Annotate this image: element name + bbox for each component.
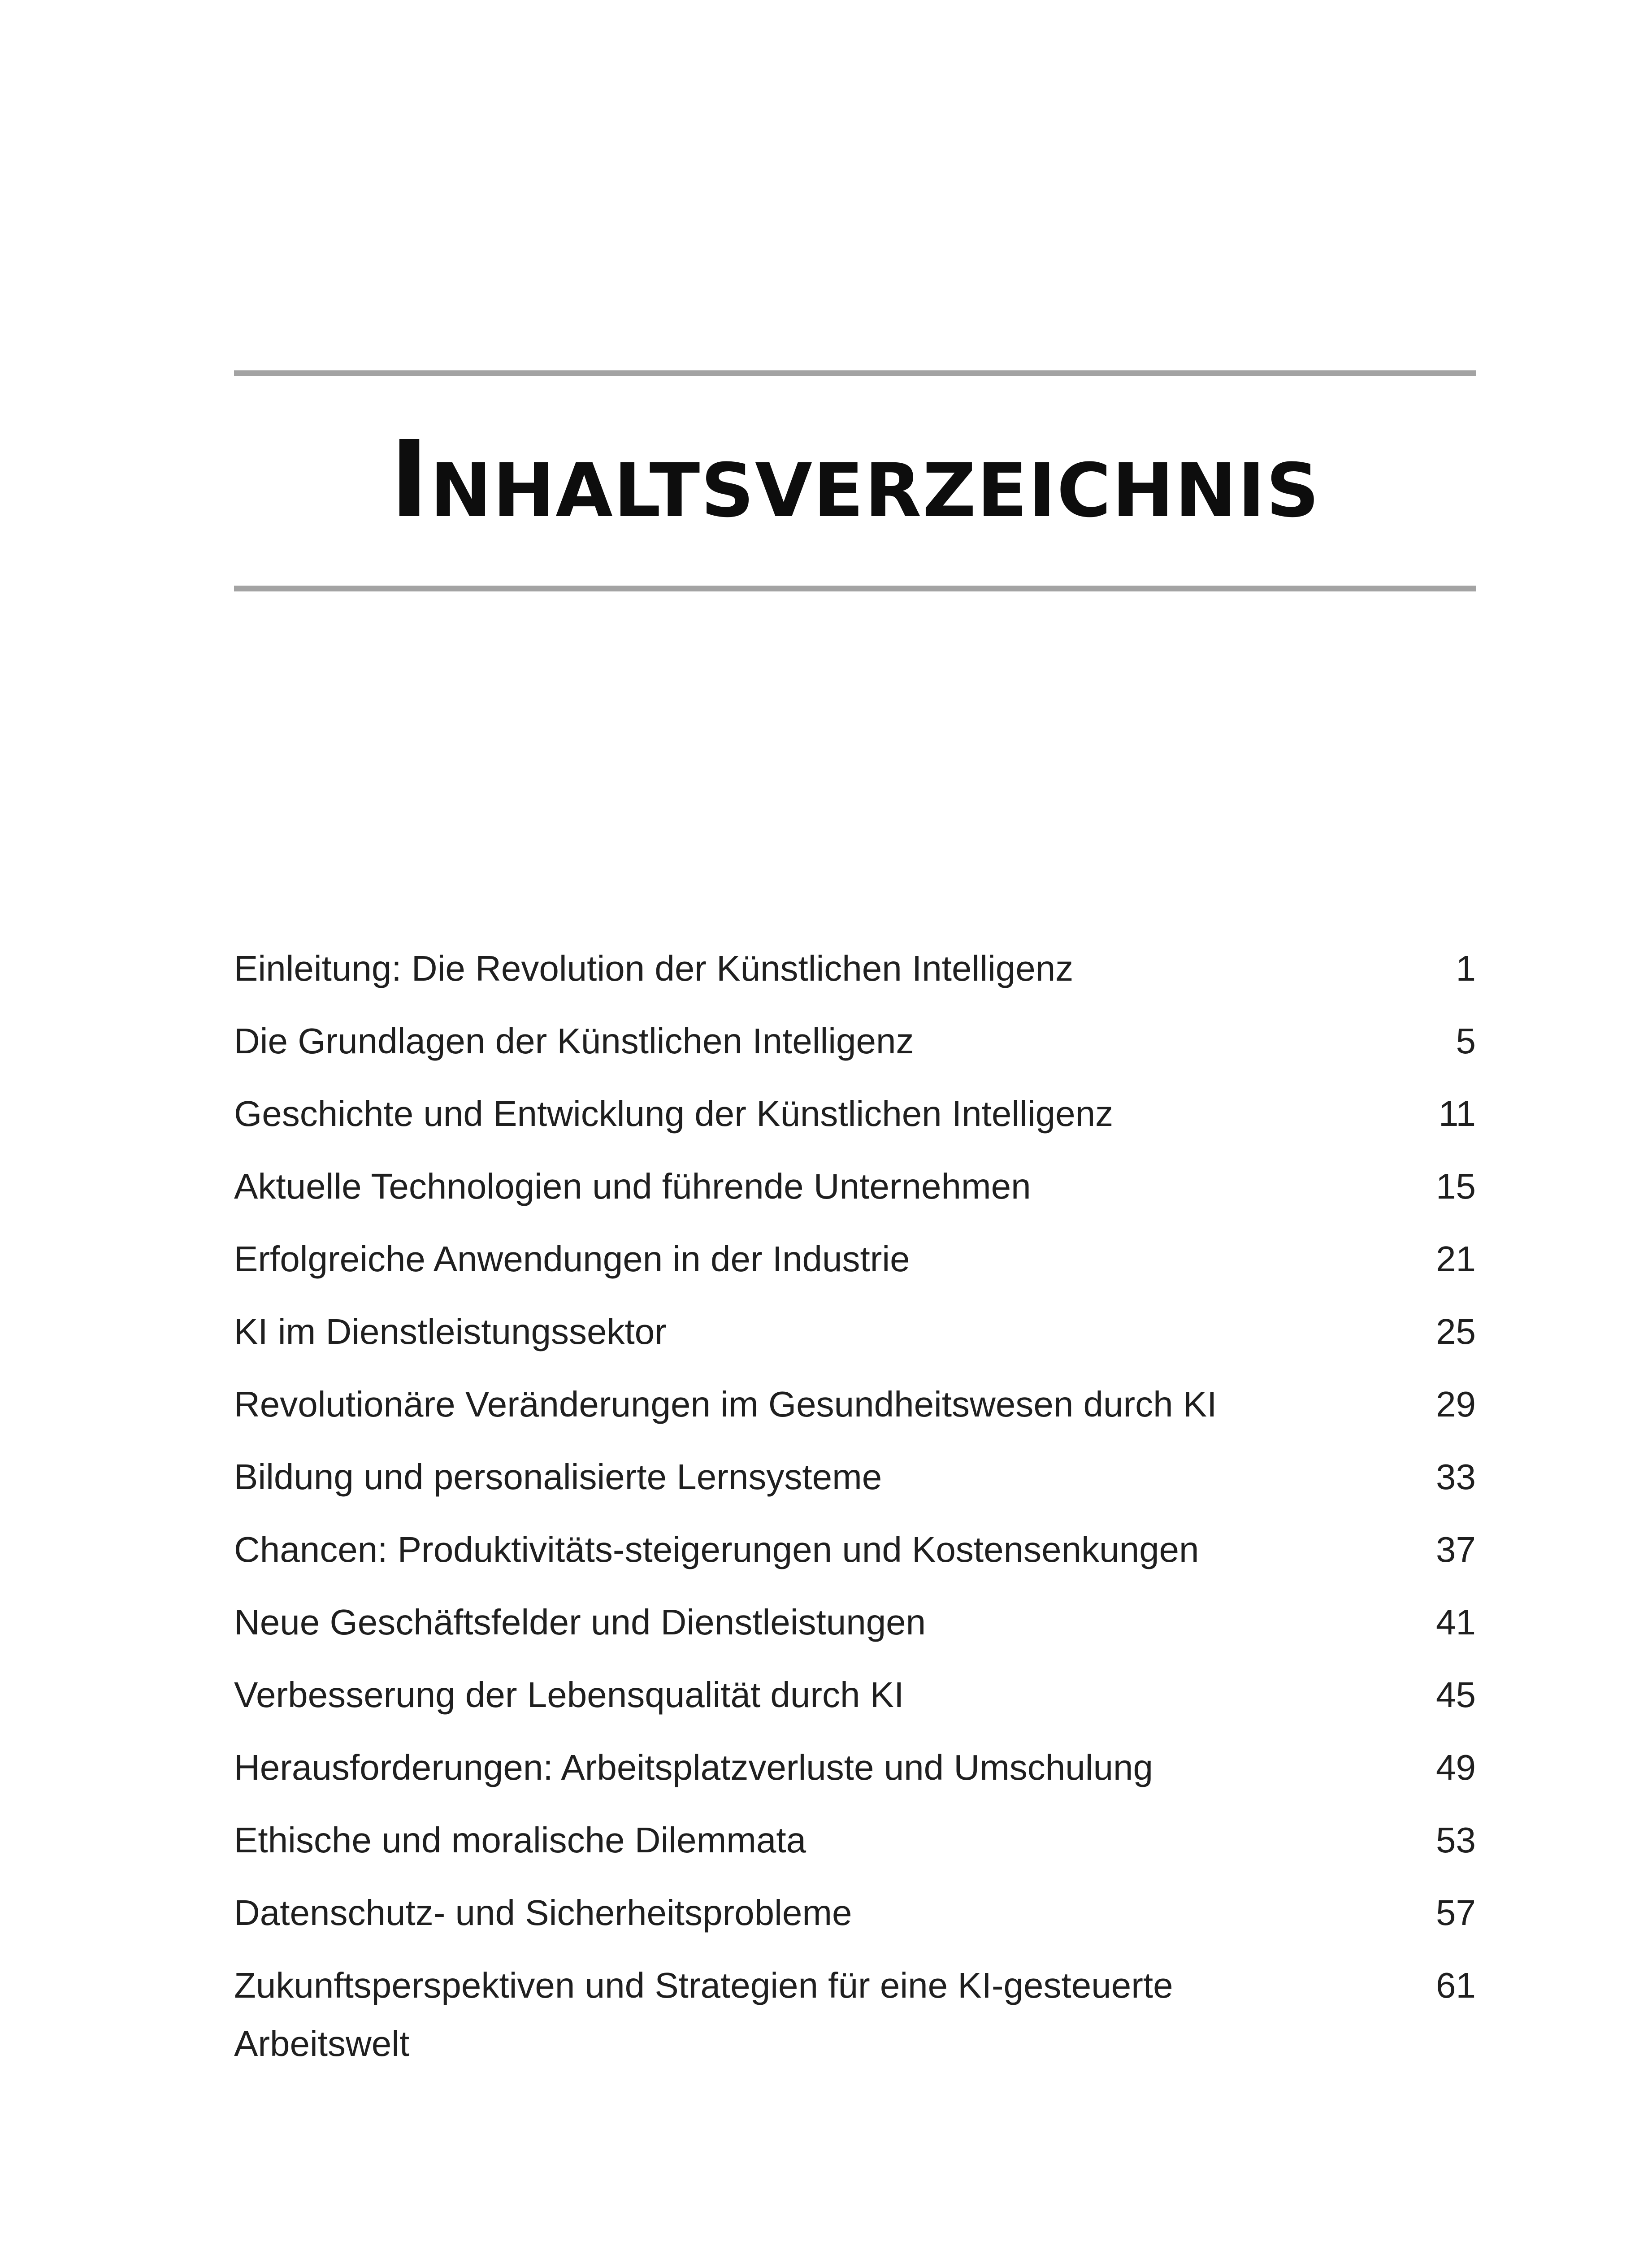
toc-entry-title: Einleitung: Die Revolution der Künstlichen Intelligenz [234,948,1074,988]
toc-entry-page: 33 [1436,1457,1476,1497]
toc-entry[interactable] [234,1375,1476,1434]
toc-entry-title: Revolutionäre Veränderungen im Gesundheitswesen durch KI [234,1384,1217,1424]
toc-entry-page: 5 [1456,1021,1476,1061]
toc-entry[interactable] [234,1012,1476,1070]
toc-entry-title: Bildung und personalisierte Lernsysteme [234,1457,882,1497]
toc-entry-page: 11 [1438,1094,1476,1134]
toc-entry[interactable] [234,1085,1476,1143]
toc-entry-title: Aktuelle Technologien und führende Unternehmen [234,1166,1031,1206]
toc-entry-title: Chancen: Produktivitäts-steigerungen und Kostensenkungen [234,1529,1199,1569]
top-divider [234,370,1476,376]
toc-entry-title: Datenschutz- und Sicherheitsprobleme [234,1893,852,1933]
toc-entry[interactable] [234,1448,1476,1506]
toc-entry[interactable] [234,1303,1476,1361]
toc-entry-title: Zukunftsperspektiven und Strategien für eine KI-gesteuerte Arbeitswelt [234,1965,1173,2064]
toc-entry-page: 15 [1436,1166,1476,1206]
toc-entry-title: Neue Geschäftsfelder und Dienstleistungen [234,1602,926,1642]
toc-entry-page: 53 [1436,1820,1476,1860]
toc-entry[interactable] [234,1521,1476,1579]
page-title: Inhaltsverzeichnis [390,418,1320,541]
toc-entry[interactable] [234,1956,1476,2073]
toc-entry-page: 45 [1436,1675,1476,1715]
toc-entry-title: Geschichte und Entwicklung der Künstlichen Intelligenz [234,1094,1114,1134]
table-of-contents [234,939,1476,2087]
toc-entry-title: Ethische und moralische Dilemmata [234,1820,806,1860]
toc-entry[interactable] [234,1666,1476,1724]
toc-entry-page: 57 [1436,1893,1476,1933]
toc-entry[interactable] [234,1738,1476,1797]
toc-entry[interactable] [234,1811,1476,1869]
toc-entry[interactable] [234,1884,1476,1942]
toc-entry-title: KI im Dienstleistungssektor [234,1312,667,1351]
toc-entry[interactable] [234,939,1476,998]
toc-entry[interactable] [234,1230,1476,1288]
toc-entry-page: 49 [1436,1747,1476,1787]
bottom-divider [234,586,1476,591]
toc-entry-title: Herausforderungen: Arbeitsplatzverluste und Umschulung [234,1747,1153,1787]
toc-entry-title: Verbesserung der Lebensqualität durch KI [234,1675,904,1715]
toc-entry-page: 61 [1436,1965,1476,2005]
toc-entry-title: Erfolgreiche Anwendungen in der Industrie [234,1239,910,1279]
toc-entry-page: 37 [1436,1529,1476,1569]
toc-entry[interactable] [234,1593,1476,1651]
toc-entry-page: 29 [1436,1384,1476,1424]
toc-entry-page: 41 [1436,1602,1476,1642]
toc-entry-page: 25 [1436,1312,1476,1351]
toc-entry-page: 21 [1436,1239,1476,1279]
toc-entry-page: 1 [1456,948,1476,988]
toc-entry-title: Die Grundlagen der Künstlichen Intelligenz [234,1021,914,1061]
toc-entry[interactable] [234,1157,1476,1216]
